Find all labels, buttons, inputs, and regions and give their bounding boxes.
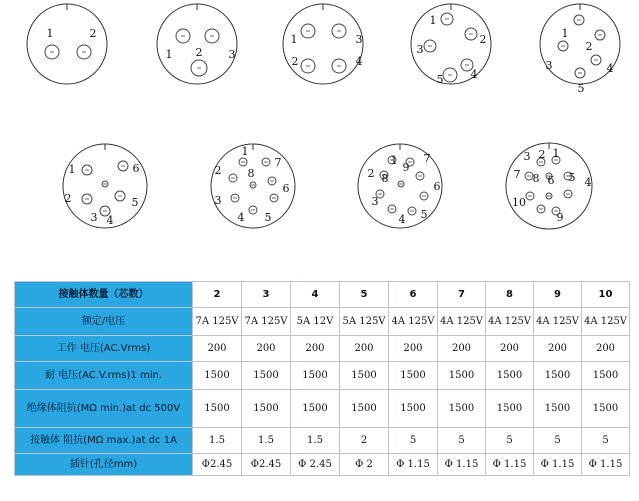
table-cell: Φ 1.15 <box>534 454 582 476</box>
table-cell: 1500 <box>389 362 438 390</box>
pin-number-label: 1 <box>552 147 560 160</box>
pin-number-label: 8 <box>381 172 389 185</box>
pin-number-label: 7 <box>274 156 282 169</box>
table-cell: 200 <box>486 336 534 362</box>
table-cell: 200 <box>242 336 291 362</box>
connector-shell-outline <box>63 144 147 228</box>
pin-number-label: 2 <box>479 33 487 46</box>
pin-number-label: 3 <box>545 59 553 72</box>
pin-number-label: 2 <box>214 164 222 177</box>
row-label: 额定/电压 <box>15 308 193 336</box>
table-row <box>15 454 630 476</box>
row-label: 耐 电压(AC.V.rms)1 min. <box>15 362 193 390</box>
contact-count-column: 10 <box>582 282 630 308</box>
table-cell: 1.5 <box>242 428 291 454</box>
connector-diagram-6-pin <box>540 4 620 95</box>
table-cell: 1500 <box>193 390 242 428</box>
pin-number-label: 2 <box>291 55 299 68</box>
pin-number-label: 1 <box>561 27 569 40</box>
table-cell: 5 <box>486 428 534 454</box>
table-cell: 1500 <box>582 362 630 390</box>
table-cell: 200 <box>389 336 438 362</box>
table-row <box>15 428 630 454</box>
table-cell: 200 <box>582 336 630 362</box>
pin-number-label: 1 <box>429 14 437 27</box>
connector-diagram-9-pin <box>358 144 442 228</box>
table-row <box>15 336 630 362</box>
pin-number-label: 4 <box>606 62 614 75</box>
pin-number-label: 7 <box>423 152 431 165</box>
table-cell: 1500 <box>340 390 389 428</box>
pin-number-label: 1 <box>241 145 249 158</box>
connector-spec-table <box>14 281 630 476</box>
table-header-row <box>15 282 630 308</box>
pin-number-label: 3 <box>228 48 236 61</box>
pin-number-label: 5 <box>568 171 576 184</box>
pin-number-label: 9 <box>402 161 410 174</box>
pin-number-label: 2 <box>585 40 593 53</box>
connector-diagram-7-pin <box>63 144 147 228</box>
pin-number-label: 4 <box>398 213 406 226</box>
table-cell: 1500 <box>438 362 486 390</box>
table-cell: 200 <box>438 336 486 362</box>
pin-number-label: 8 <box>247 167 255 180</box>
pin-number-label: 5 <box>577 82 585 95</box>
pin-number-label: 1 <box>390 154 398 167</box>
table-cell: 1500 <box>486 362 534 390</box>
table-cell: 1500 <box>534 390 582 428</box>
table-cell: 1500 <box>438 390 486 428</box>
pin-number-label: 4 <box>355 55 363 68</box>
pin-number-label: 2 <box>195 46 203 59</box>
table-cell: 4A 125V <box>486 308 534 336</box>
table-row <box>15 308 630 336</box>
pin-number-label: 1 <box>290 33 298 46</box>
pin-number-label: 3 <box>214 194 222 207</box>
table-cell: 1500 <box>389 390 438 428</box>
pin-number-label: 3 <box>355 33 363 46</box>
pin-number-label: 4 <box>237 211 245 224</box>
pin-number-label: 1 <box>165 48 173 61</box>
connector-diagram-4-pin <box>283 4 363 84</box>
pin-number-label: 4 <box>106 214 114 227</box>
connector-diagram-2-pin <box>27 4 107 84</box>
pin-number-label: 2 <box>64 192 72 205</box>
pin-number-label: 7 <box>513 168 521 181</box>
contact-count-column: 4 <box>291 282 340 308</box>
table-cell: 4A 125V <box>389 308 438 336</box>
connector-diagram-3-pin <box>157 4 237 84</box>
table-cell: 1500 <box>534 362 582 390</box>
table-cell: 1500 <box>291 390 340 428</box>
table-cell: 2 <box>340 428 389 454</box>
table-cell: 1500 <box>242 362 291 390</box>
table-cell: 5 <box>389 428 438 454</box>
contact-count-column: 3 <box>242 282 291 308</box>
connector-diagram-5-pin <box>411 4 491 86</box>
pin-number-label: 3 <box>416 43 424 56</box>
table-cell: 200 <box>193 336 242 362</box>
contact-count-column: 7 <box>438 282 486 308</box>
table-cell: Φ 1.15 <box>582 454 630 476</box>
pin-number-label: 2 <box>367 167 375 180</box>
table-cell: 7A 125V <box>242 308 291 336</box>
contact-count-header: 接触体数量（芯数） <box>15 282 193 308</box>
table-cell: Φ 2 <box>340 454 389 476</box>
table-cell: 200 <box>340 336 389 362</box>
pin-number-label: 5 <box>131 196 139 209</box>
pin-number-label: 4 <box>470 68 478 81</box>
pin-number-label: 5 <box>436 73 444 86</box>
row-label: 接触体 阻抗(MΩ max.)at dc 1A <box>15 428 193 454</box>
table-cell: Φ 1.15 <box>389 454 438 476</box>
table-cell: Φ 2.45 <box>291 454 340 476</box>
row-label: 插针(孔径mm) <box>15 454 193 476</box>
contact-count-column: 6 <box>389 282 438 308</box>
table-row <box>15 390 630 428</box>
table-cell: 1500 <box>242 390 291 428</box>
table-cell: 5 <box>438 428 486 454</box>
table-cell: 7A 125V <box>193 308 242 336</box>
table-cell: Φ2.45 <box>242 454 291 476</box>
pin-number-label: 2 <box>538 148 546 161</box>
pin-number-label: 6 <box>547 174 555 187</box>
table-row <box>15 362 630 390</box>
pin-number-label: 3 <box>90 211 98 224</box>
pin-number-label: 3 <box>371 195 379 208</box>
connector-diagram-8-pin <box>211 144 295 228</box>
table-cell: 5 <box>582 428 630 454</box>
table-cell: 1500 <box>340 362 389 390</box>
table-cell: Φ 1.15 <box>438 454 486 476</box>
pin-number-label: 5 <box>264 211 272 224</box>
table-cell: 5A 125V <box>340 308 389 336</box>
pin-number-label: 8 <box>532 172 540 185</box>
pin-number-label: 4 <box>584 176 592 189</box>
pin-number-label: 6 <box>282 182 290 195</box>
table-cell: 1500 <box>193 362 242 390</box>
pin-number-label: 6 <box>433 180 441 193</box>
contact-count-column: 5 <box>340 282 389 308</box>
table-cell: 200 <box>291 336 340 362</box>
contact-count-column: 2 <box>193 282 242 308</box>
row-label: 绝缘体阻抗(MΩ min.)at dc 500V <box>15 390 193 428</box>
table-cell: 200 <box>534 336 582 362</box>
table-cell: 1.5 <box>193 428 242 454</box>
connector-shell-outline <box>157 4 237 84</box>
table-cell: 1500 <box>582 390 630 428</box>
pin-number-label: 1 <box>68 163 76 176</box>
pin-number-label: 5 <box>420 208 428 221</box>
pin-number-label: 1 <box>46 27 54 40</box>
contact-count-column: 9 <box>534 282 582 308</box>
table-cell: Φ 1.15 <box>486 454 534 476</box>
pin-number-label: 2 <box>89 27 97 40</box>
pin-number-label: 6 <box>132 162 140 175</box>
pin-number-label: 9 <box>556 211 564 224</box>
table-cell: 5A 12V <box>291 308 340 336</box>
table-cell: 1500 <box>291 362 340 390</box>
pin-number-label: 10 <box>512 196 526 209</box>
contact-count-column: 8 <box>486 282 534 308</box>
table-cell: 1500 <box>486 390 534 428</box>
table-cell: 5 <box>534 428 582 454</box>
connector-diagram-10-pin <box>506 143 592 229</box>
table-cell: 4A 125V <box>534 308 582 336</box>
table-cell: 1.5 <box>291 428 340 454</box>
table-cell: Φ2.45 <box>193 454 242 476</box>
table-cell: 4A 125V <box>582 308 630 336</box>
row-label: 工作 电压(AC.Vrms) <box>15 336 193 362</box>
connector-shell-outline <box>27 4 107 84</box>
pin-number-label: 3 <box>523 150 531 163</box>
table-cell: 4A 125V <box>438 308 486 336</box>
